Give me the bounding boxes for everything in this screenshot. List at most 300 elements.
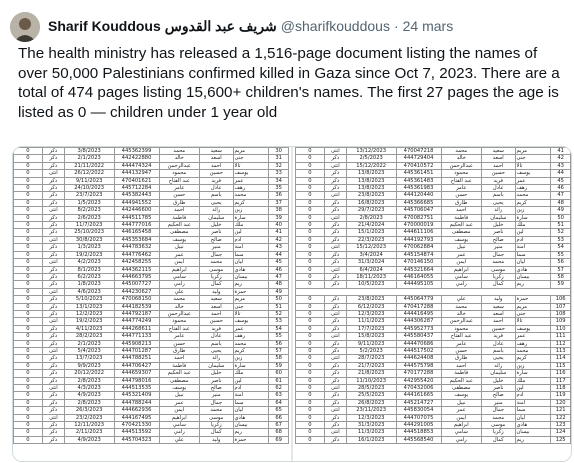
dob-cell: 12/2/2023 xyxy=(64,310,114,317)
age-cell: 0 xyxy=(14,259,43,266)
name-cell: يحيى xyxy=(200,199,234,206)
dob-cell: 15/12/2023 xyxy=(346,244,396,251)
name-cell: يوسف xyxy=(441,392,481,399)
name-cell: مصطفى xyxy=(441,229,481,236)
name-cell: آمنة xyxy=(233,244,269,251)
name-cell: هادي xyxy=(515,422,551,429)
table-row xyxy=(296,273,571,280)
sex-cell: ذكر xyxy=(42,370,64,377)
id-cell: 444707075 xyxy=(396,414,441,421)
name-cell: عمر xyxy=(441,251,481,258)
index-cell: 38 xyxy=(269,207,289,214)
sex-cell: ذكر xyxy=(42,192,64,199)
dob-cell: 2/8/2023 xyxy=(346,214,396,221)
sex-cell: ذكر xyxy=(42,296,64,303)
name-cell: زين xyxy=(233,355,269,362)
name-cell: نبيل xyxy=(441,244,481,251)
tweet-text: The health ministry has released a 1,516-page document listing the names of over 50,000 Palestinians confirmed killed in Gaza since Oct 7, 2023. There are a total of 474 pages listing 15,600+ children's names. The first 27 pages the age is listed as 0 — children under 1 year old xyxy=(18,45,560,121)
table-row xyxy=(296,310,571,317)
name-cell: ابراهيم xyxy=(159,414,199,421)
sex-cell: ذكر xyxy=(324,155,346,162)
index-cell: 109 xyxy=(551,318,571,325)
table-row xyxy=(14,244,289,251)
id-cell: 444941552 xyxy=(114,199,159,206)
age-cell: 0 xyxy=(296,384,325,391)
id-cell: 445382443 xyxy=(114,192,159,199)
name-cell: عمر xyxy=(233,325,269,332)
name-cell: خليل xyxy=(482,377,516,384)
age-cell: 0 xyxy=(296,399,325,406)
name-cell: يوسف xyxy=(515,325,551,332)
name-cell: ايمن xyxy=(159,407,199,414)
sex-cell: ذكر xyxy=(42,392,64,399)
name-cell: عمر xyxy=(515,177,551,184)
table-row xyxy=(14,333,289,340)
sex-cell: ذكر xyxy=(324,325,346,332)
sex-cell: انثى xyxy=(42,288,64,295)
sex-cell: ذكر xyxy=(324,251,346,258)
name-cell: سارة xyxy=(515,214,551,221)
age-cell: 0 xyxy=(296,170,325,177)
index-cell: 55 xyxy=(551,251,571,258)
id-cell: 444518853 xyxy=(396,429,441,436)
table-row xyxy=(14,148,289,155)
index-cell: 43 xyxy=(551,162,571,169)
dob-cell: 4/2/2023 xyxy=(64,259,114,266)
sex-cell: ذكر xyxy=(324,273,346,280)
name-cell: خالد xyxy=(159,303,199,310)
name-cell: سما xyxy=(233,399,269,406)
display-name-arabic[interactable]: شريف عبد القدوس xyxy=(164,17,277,34)
name-cell: صالح xyxy=(482,236,516,243)
name-cell: احمد xyxy=(159,207,199,214)
tweet-date[interactable]: 24 mars xyxy=(402,18,454,34)
table-row xyxy=(296,347,571,354)
age-cell: 0 xyxy=(14,340,43,347)
name-cell: رائد xyxy=(482,207,516,214)
name-cell: عامر xyxy=(159,333,199,340)
name-cell: رامي xyxy=(159,281,199,288)
name-cell: حسين xyxy=(200,170,234,177)
dob-cell: 15/1/2023 xyxy=(346,229,396,236)
name-cell: منير xyxy=(482,399,516,406)
table-row xyxy=(296,414,571,421)
index-cell: 49 xyxy=(551,207,571,214)
age-cell: 0 xyxy=(14,155,43,162)
id-cell: 470401621 xyxy=(114,177,159,184)
name-cell: سعيد xyxy=(200,148,234,155)
sex-cell: ذكر xyxy=(42,436,64,443)
table-row xyxy=(296,207,571,214)
sex-cell: ذكر xyxy=(42,199,64,206)
index-cell: 52 xyxy=(551,229,571,236)
id-cell: 445706047 xyxy=(396,207,441,214)
dob-cell: 11/1/2023 xyxy=(346,318,396,325)
dob-cell: 21/11/2022 xyxy=(64,162,114,169)
sex-cell: ذكر xyxy=(42,185,64,192)
index-cell: 116 xyxy=(551,370,571,377)
id-cell: 444788251 xyxy=(114,355,159,362)
index-cell: 30 xyxy=(269,148,289,155)
name-cell: عامر xyxy=(441,340,481,347)
age-cell: 0 xyxy=(296,414,325,421)
id-cell: 444792187 xyxy=(114,310,159,317)
name-cell: سليمان xyxy=(482,370,516,377)
id-cell: 444706427 xyxy=(114,362,159,369)
sex-cell: انثى xyxy=(42,236,64,243)
id-cell: 444611106 xyxy=(396,229,441,236)
table-row xyxy=(296,436,571,443)
sex-cell: ذكر xyxy=(324,422,346,429)
age-cell: 0 xyxy=(296,266,325,273)
age-cell: 0 xyxy=(14,436,43,443)
table-row xyxy=(296,340,571,347)
id-cell: 470062884 xyxy=(396,244,441,251)
age-cell: 0 xyxy=(14,288,43,295)
user-handle[interactable]: @sharifkouddous xyxy=(280,18,390,34)
id-cell: 444511785 xyxy=(114,214,159,221)
age-cell: 0 xyxy=(14,207,43,214)
avatar[interactable] xyxy=(10,12,40,42)
sex-cell: ذكر xyxy=(324,436,346,443)
name-cell: رهف xyxy=(515,185,551,192)
table-row xyxy=(14,199,289,206)
name-cell: طارق xyxy=(441,199,481,206)
dob-cell: 15/8/2023 xyxy=(346,333,396,340)
sex-cell: انثى xyxy=(324,244,346,251)
table-row xyxy=(14,399,289,406)
name-cell: طارق xyxy=(441,355,481,362)
table-row xyxy=(14,170,289,177)
sex-cell: ذكر xyxy=(324,362,346,369)
index-cell: 46 xyxy=(551,185,571,192)
dob-cell: 25/5/2023 xyxy=(346,392,396,399)
name-cell: ملك xyxy=(515,222,551,229)
name-cell: كمال xyxy=(200,281,234,288)
index-cell: 51 xyxy=(551,222,571,229)
name-cell: تالا xyxy=(233,310,269,317)
table-row xyxy=(14,377,289,384)
dob-cell: 21/4/2024 xyxy=(346,222,396,229)
index-cell: 59 xyxy=(551,281,571,288)
name-cell: ناصر xyxy=(200,229,234,236)
id-cell: 445830054 xyxy=(396,407,441,414)
dob-cell: 4/6/2023 xyxy=(64,288,114,295)
index-cell: 53 xyxy=(551,236,571,243)
id-cell: 470421330 xyxy=(114,422,159,429)
name-cell: سامي xyxy=(441,429,481,436)
index-cell: 107 xyxy=(551,303,571,310)
sex-cell: ذكر xyxy=(42,325,64,332)
name-cell: فريد xyxy=(200,177,234,184)
dob-cell: 1/3/2023 xyxy=(64,244,114,251)
index-cell: 33 xyxy=(269,170,289,177)
dob-cell: 29/7/2023 xyxy=(346,207,396,214)
name-cell: جنى xyxy=(515,310,551,317)
name-cell: كريم xyxy=(515,355,551,362)
age-cell: 0 xyxy=(296,214,325,221)
table-row xyxy=(296,177,571,184)
sex-cell: ذكر xyxy=(42,177,64,184)
table-row xyxy=(14,281,289,288)
table-row xyxy=(296,148,571,155)
table-row xyxy=(14,185,289,192)
id-cell: 470177288 xyxy=(396,370,441,377)
table-row xyxy=(296,214,571,221)
name-cell: جمال xyxy=(200,251,234,258)
name-cell: آمنة xyxy=(233,392,269,399)
id-cell: 444624408 xyxy=(396,355,441,362)
name-cell: مريم xyxy=(233,296,269,303)
name-cell: تالا xyxy=(233,162,269,169)
index-cell: 58 xyxy=(269,355,289,362)
name-cell: يوسف xyxy=(159,385,199,392)
index-cell: 45 xyxy=(269,259,289,266)
age-cell: 0 xyxy=(14,355,43,362)
display-name[interactable]: Sharif Kouddous xyxy=(48,18,161,34)
dob-cell: 17/7/2023 xyxy=(346,325,396,332)
name-cell: سما xyxy=(515,251,551,258)
sex-cell: ذكر xyxy=(324,377,346,384)
age-cell: 0 xyxy=(14,229,43,236)
name-cell: محمد xyxy=(233,192,269,199)
dob-cell: 6/12/2023 xyxy=(346,303,396,310)
name-cell: سليمان xyxy=(200,362,234,369)
dob-cell: 21/7/2023 xyxy=(346,362,396,369)
name-cell: عبد الحكيم xyxy=(441,377,481,384)
dob-cell: 26/8/2023 xyxy=(346,399,396,406)
name-cell: عبد الحكيم xyxy=(441,222,481,229)
dob-cell: 13/7/2023 xyxy=(64,355,114,362)
age-cell: 0 xyxy=(14,251,43,258)
dob-cell: 12/3/2023 xyxy=(346,414,396,421)
index-cell: 52 xyxy=(269,310,289,317)
name-cell: باسم xyxy=(482,347,516,354)
age-cell: 0 xyxy=(14,333,43,340)
sex-cell: انثى xyxy=(42,385,64,392)
age-cell: 0 xyxy=(14,296,43,303)
name-cell: ابراهيم xyxy=(441,266,481,273)
id-cell: 444771133 xyxy=(114,333,159,340)
age-cell: 0 xyxy=(14,192,43,199)
name-cell: جنى xyxy=(233,155,269,162)
age-cell: 0 xyxy=(14,281,43,288)
name-cell: صالح xyxy=(200,385,234,392)
dob-cell: 6/2/2023 xyxy=(64,273,114,280)
name-cell: محمد xyxy=(482,414,516,421)
id-cell: 445366685 xyxy=(396,199,441,206)
name-cell: رهف xyxy=(233,185,269,192)
age-cell: 0 xyxy=(296,273,325,280)
index-cell: 40 xyxy=(269,222,289,229)
id-cell: 444291005 xyxy=(396,422,441,429)
id-cell: 444575798 xyxy=(396,362,441,369)
table-row xyxy=(14,429,289,436)
dob-cell: 2/1/2023 xyxy=(64,155,114,162)
age-cell: 0 xyxy=(296,333,325,340)
age-cell: 0 xyxy=(14,170,43,177)
id-cell: 445361483 xyxy=(396,177,441,184)
table-row xyxy=(296,318,571,325)
name-cell: احمد xyxy=(441,207,481,214)
table-row xyxy=(296,422,571,429)
name-cell: باسم xyxy=(200,192,234,199)
age-cell: 0 xyxy=(296,355,325,362)
dob-cell: 16/8/2023 xyxy=(346,199,396,206)
table-row xyxy=(296,259,571,266)
names-table-left xyxy=(13,147,289,444)
name-cell: زكريا xyxy=(482,273,516,280)
dob-cell: 9/11/2023 xyxy=(64,177,114,184)
sex-cell: ذكر xyxy=(324,177,346,184)
dob-cell: 28/2/2023 xyxy=(64,333,114,340)
sex-cell: ذكر xyxy=(42,162,64,169)
id-cell: 445154874 xyxy=(396,251,441,258)
name-cell: ليان xyxy=(233,407,269,414)
id-cell: 444798016 xyxy=(114,377,159,384)
dob-cell: 23/2/2023 xyxy=(64,414,114,421)
index-cell: 118 xyxy=(551,384,571,391)
dob-cell: 13/8/2023 xyxy=(346,177,396,184)
id-cell: 445908213 xyxy=(114,340,159,347)
sex-cell: ذكر xyxy=(324,347,346,354)
age-cell: 0 xyxy=(296,229,325,236)
index-cell: 114 xyxy=(551,355,571,362)
id-cell: 470000019 xyxy=(396,222,441,229)
name-cell: محمد xyxy=(482,259,516,266)
dob-cell: 28/5/2023 xyxy=(346,384,396,391)
id-cell: 444777016 xyxy=(114,222,159,229)
age-cell: 0 xyxy=(14,347,43,354)
name-cell: عادل xyxy=(482,340,516,347)
name-cell: موسى xyxy=(200,414,234,421)
table-row xyxy=(14,229,289,236)
index-cell: 122 xyxy=(551,414,571,421)
name-cell: بيسان xyxy=(515,429,551,436)
index-cell: 37 xyxy=(269,199,289,206)
name-cell: زكريا xyxy=(482,429,516,436)
name-cell: بيسان xyxy=(233,273,269,280)
name-cell: كريم xyxy=(233,199,269,206)
age-cell: 0 xyxy=(14,429,43,436)
age-cell: 0 xyxy=(14,377,43,384)
name-cell: تالا xyxy=(515,318,551,325)
table-row xyxy=(14,266,289,273)
id-cell: 444161665 xyxy=(396,392,441,399)
sex-cell: ذكر xyxy=(42,429,64,436)
age-cell: 0 xyxy=(14,185,43,192)
age-cell: 0 xyxy=(296,281,325,288)
sex-cell: انثى xyxy=(42,207,64,214)
name-cell: احمد xyxy=(200,310,234,317)
name-cell: احمد xyxy=(482,162,516,169)
table-row xyxy=(14,325,289,332)
index-cell: 61 xyxy=(269,377,289,384)
sex-cell: انثى xyxy=(324,266,346,273)
name-cell: رائد xyxy=(200,207,234,214)
index-cell: 124 xyxy=(551,429,571,436)
age-cell: 0 xyxy=(296,207,325,214)
sex-cell: ذكر xyxy=(42,214,64,221)
dob-cell: 6/4/2024 xyxy=(346,266,396,273)
name-cell: عبد الفتاح xyxy=(441,177,481,184)
dob-cell: 2/1/2023 xyxy=(64,340,114,347)
table-row xyxy=(14,273,289,280)
name-cell: نبيل xyxy=(441,399,481,406)
name-cell: حسين xyxy=(482,325,516,332)
age-cell: 0 xyxy=(296,303,325,310)
name-cell: عبدالرحمن xyxy=(441,318,481,325)
index-cell: 121 xyxy=(551,407,571,414)
name-cell: فاطمة xyxy=(159,214,199,221)
name-cell: هادي xyxy=(233,266,269,273)
sex-cell: ذكر xyxy=(324,414,346,421)
name-cell: ناصر xyxy=(482,384,516,391)
name-cell: آدم xyxy=(515,236,551,243)
name-cell: آدم xyxy=(515,392,551,399)
table-row xyxy=(14,310,289,317)
table-row xyxy=(296,155,571,162)
table-row xyxy=(14,177,289,184)
table-row xyxy=(296,303,571,310)
table-row xyxy=(14,407,289,414)
name-cell: مصطفى xyxy=(159,377,199,384)
dob-cell: 13/1/2023 xyxy=(64,303,114,310)
age-cell: 0 xyxy=(296,370,325,377)
name-cell: عمر xyxy=(515,333,551,340)
name-cell: ريم xyxy=(515,436,551,443)
dob-cell: 25/10/2023 xyxy=(64,229,114,236)
table-row xyxy=(296,251,571,258)
sex-cell: ذكر xyxy=(42,362,64,369)
sex-cell: ذكر xyxy=(42,355,64,362)
id-cell: 444416495 xyxy=(396,310,441,317)
sex-cell: ذكر xyxy=(324,296,346,303)
name-cell: سما xyxy=(233,251,269,258)
name-cell: عبد الفتاح xyxy=(441,333,481,340)
table-row xyxy=(296,333,571,340)
name-cell: كمال xyxy=(200,429,234,436)
index-cell: 115 xyxy=(551,362,571,369)
name-cell: محمد xyxy=(515,347,551,354)
name-cell: علي xyxy=(441,296,481,303)
name-cell: موسى xyxy=(482,266,516,273)
name-cell: ابراهيم xyxy=(159,266,199,273)
age-cell: 0 xyxy=(296,407,325,414)
sex-cell: ذكر xyxy=(324,207,346,214)
sex-cell: ذكر xyxy=(42,229,64,236)
name-cell: حسن xyxy=(159,192,199,199)
age-cell: 0 xyxy=(296,429,325,436)
dob-cell: 21/8/2023 xyxy=(346,370,396,377)
index-cell: 113 xyxy=(551,347,571,354)
age-cell: 0 xyxy=(296,296,325,303)
dob-cell: 4/9/2023 xyxy=(64,436,114,443)
index-cell: 110 xyxy=(551,325,571,332)
name-cell: محمد xyxy=(200,259,234,266)
dob-cell: 2/6/2023 xyxy=(64,214,114,221)
name-cell: عادل xyxy=(482,185,516,192)
name-cell: محمد xyxy=(159,296,199,303)
name-cell: جمال xyxy=(200,399,234,406)
index-cell: 108 xyxy=(551,310,571,317)
age-cell: 0 xyxy=(296,192,325,199)
id-cell: 470417288 xyxy=(396,303,441,310)
index-cell: 42 xyxy=(551,155,571,162)
tweet-media[interactable] xyxy=(12,146,572,462)
name-cell: رهف xyxy=(515,340,551,347)
dob-cell: 11/3/2023 xyxy=(346,429,396,436)
